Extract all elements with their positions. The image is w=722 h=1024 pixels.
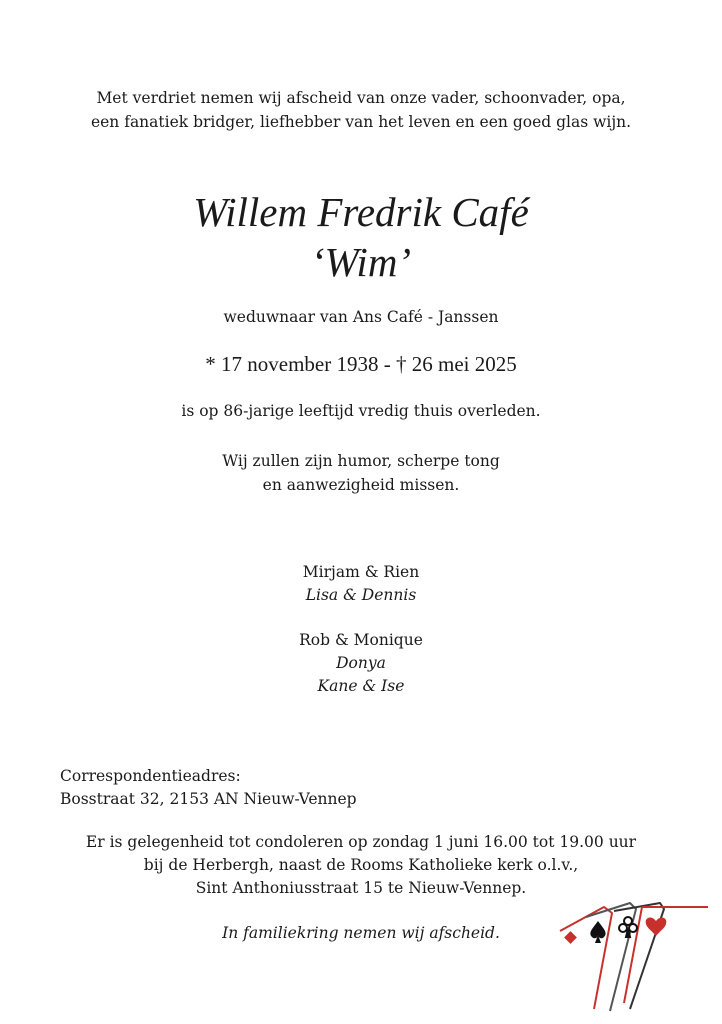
intro-line-2: een fanatiek bridger, liefhebber van het leven en een goed glas wijn. xyxy=(90,113,632,131)
missed-line-1: Wij zullen zijn humor, scherpe tong xyxy=(222,452,500,470)
closing-text: In familiekring nemen wij afscheid. xyxy=(222,924,500,942)
club-icon xyxy=(619,917,637,937)
intro-text xyxy=(0,86,722,134)
passed-away-text: is op 86-jarige leeftijd vredig thuis overleden. xyxy=(181,402,541,420)
condolence-line-2: bij de Herbergh, naast de Rooms Katholieke kerk o.l.v., xyxy=(143,856,579,874)
card-diamond xyxy=(560,907,612,1009)
diamond-icon xyxy=(564,931,577,944)
family-group xyxy=(0,561,722,607)
correspondence-label: Correspondentieadres: xyxy=(60,767,241,785)
family-names: Mirjam & Rien xyxy=(302,563,420,581)
intro-line-1: Met verdriet nemen wij afscheid van onze vader, schoonvader, opa, xyxy=(96,89,626,107)
spade-icon xyxy=(590,921,605,943)
deceased-name: Willem Fredrik Café xyxy=(193,189,529,235)
condolence-line-1: Er is gelegenheid tot condoleren op zondag 1 juni 16.00 tot 19.00 uur xyxy=(85,833,637,851)
deceased-nickname: ‘Wim’ xyxy=(310,239,412,285)
family-group xyxy=(0,629,722,698)
family-child: Kane & Ise xyxy=(317,677,405,695)
family-names: Rob & Monique xyxy=(299,631,423,649)
condolence-line-3: Sint Anthoniusstraat 15 te Nieuw-Vennep. xyxy=(195,879,527,897)
condolence-info xyxy=(0,831,722,900)
playing-cards-icon xyxy=(552,893,712,1013)
widower-of: weduwnaar van Ans Café - Janssen xyxy=(223,308,499,326)
correspondence-address xyxy=(60,765,357,811)
missed-text xyxy=(0,449,722,497)
heart-icon xyxy=(646,917,667,936)
family-child: Donya xyxy=(336,654,386,672)
correspondence-address-line: Bosstraat 32, 2153 AN Nieuw-Vennep xyxy=(60,790,357,808)
family-child: Lisa & Dennis xyxy=(305,586,417,604)
missed-line-2: en aanwezigheid missen. xyxy=(262,476,460,494)
life-dates: * 17 november 1938 - † 26 mei 2025 xyxy=(205,352,517,376)
